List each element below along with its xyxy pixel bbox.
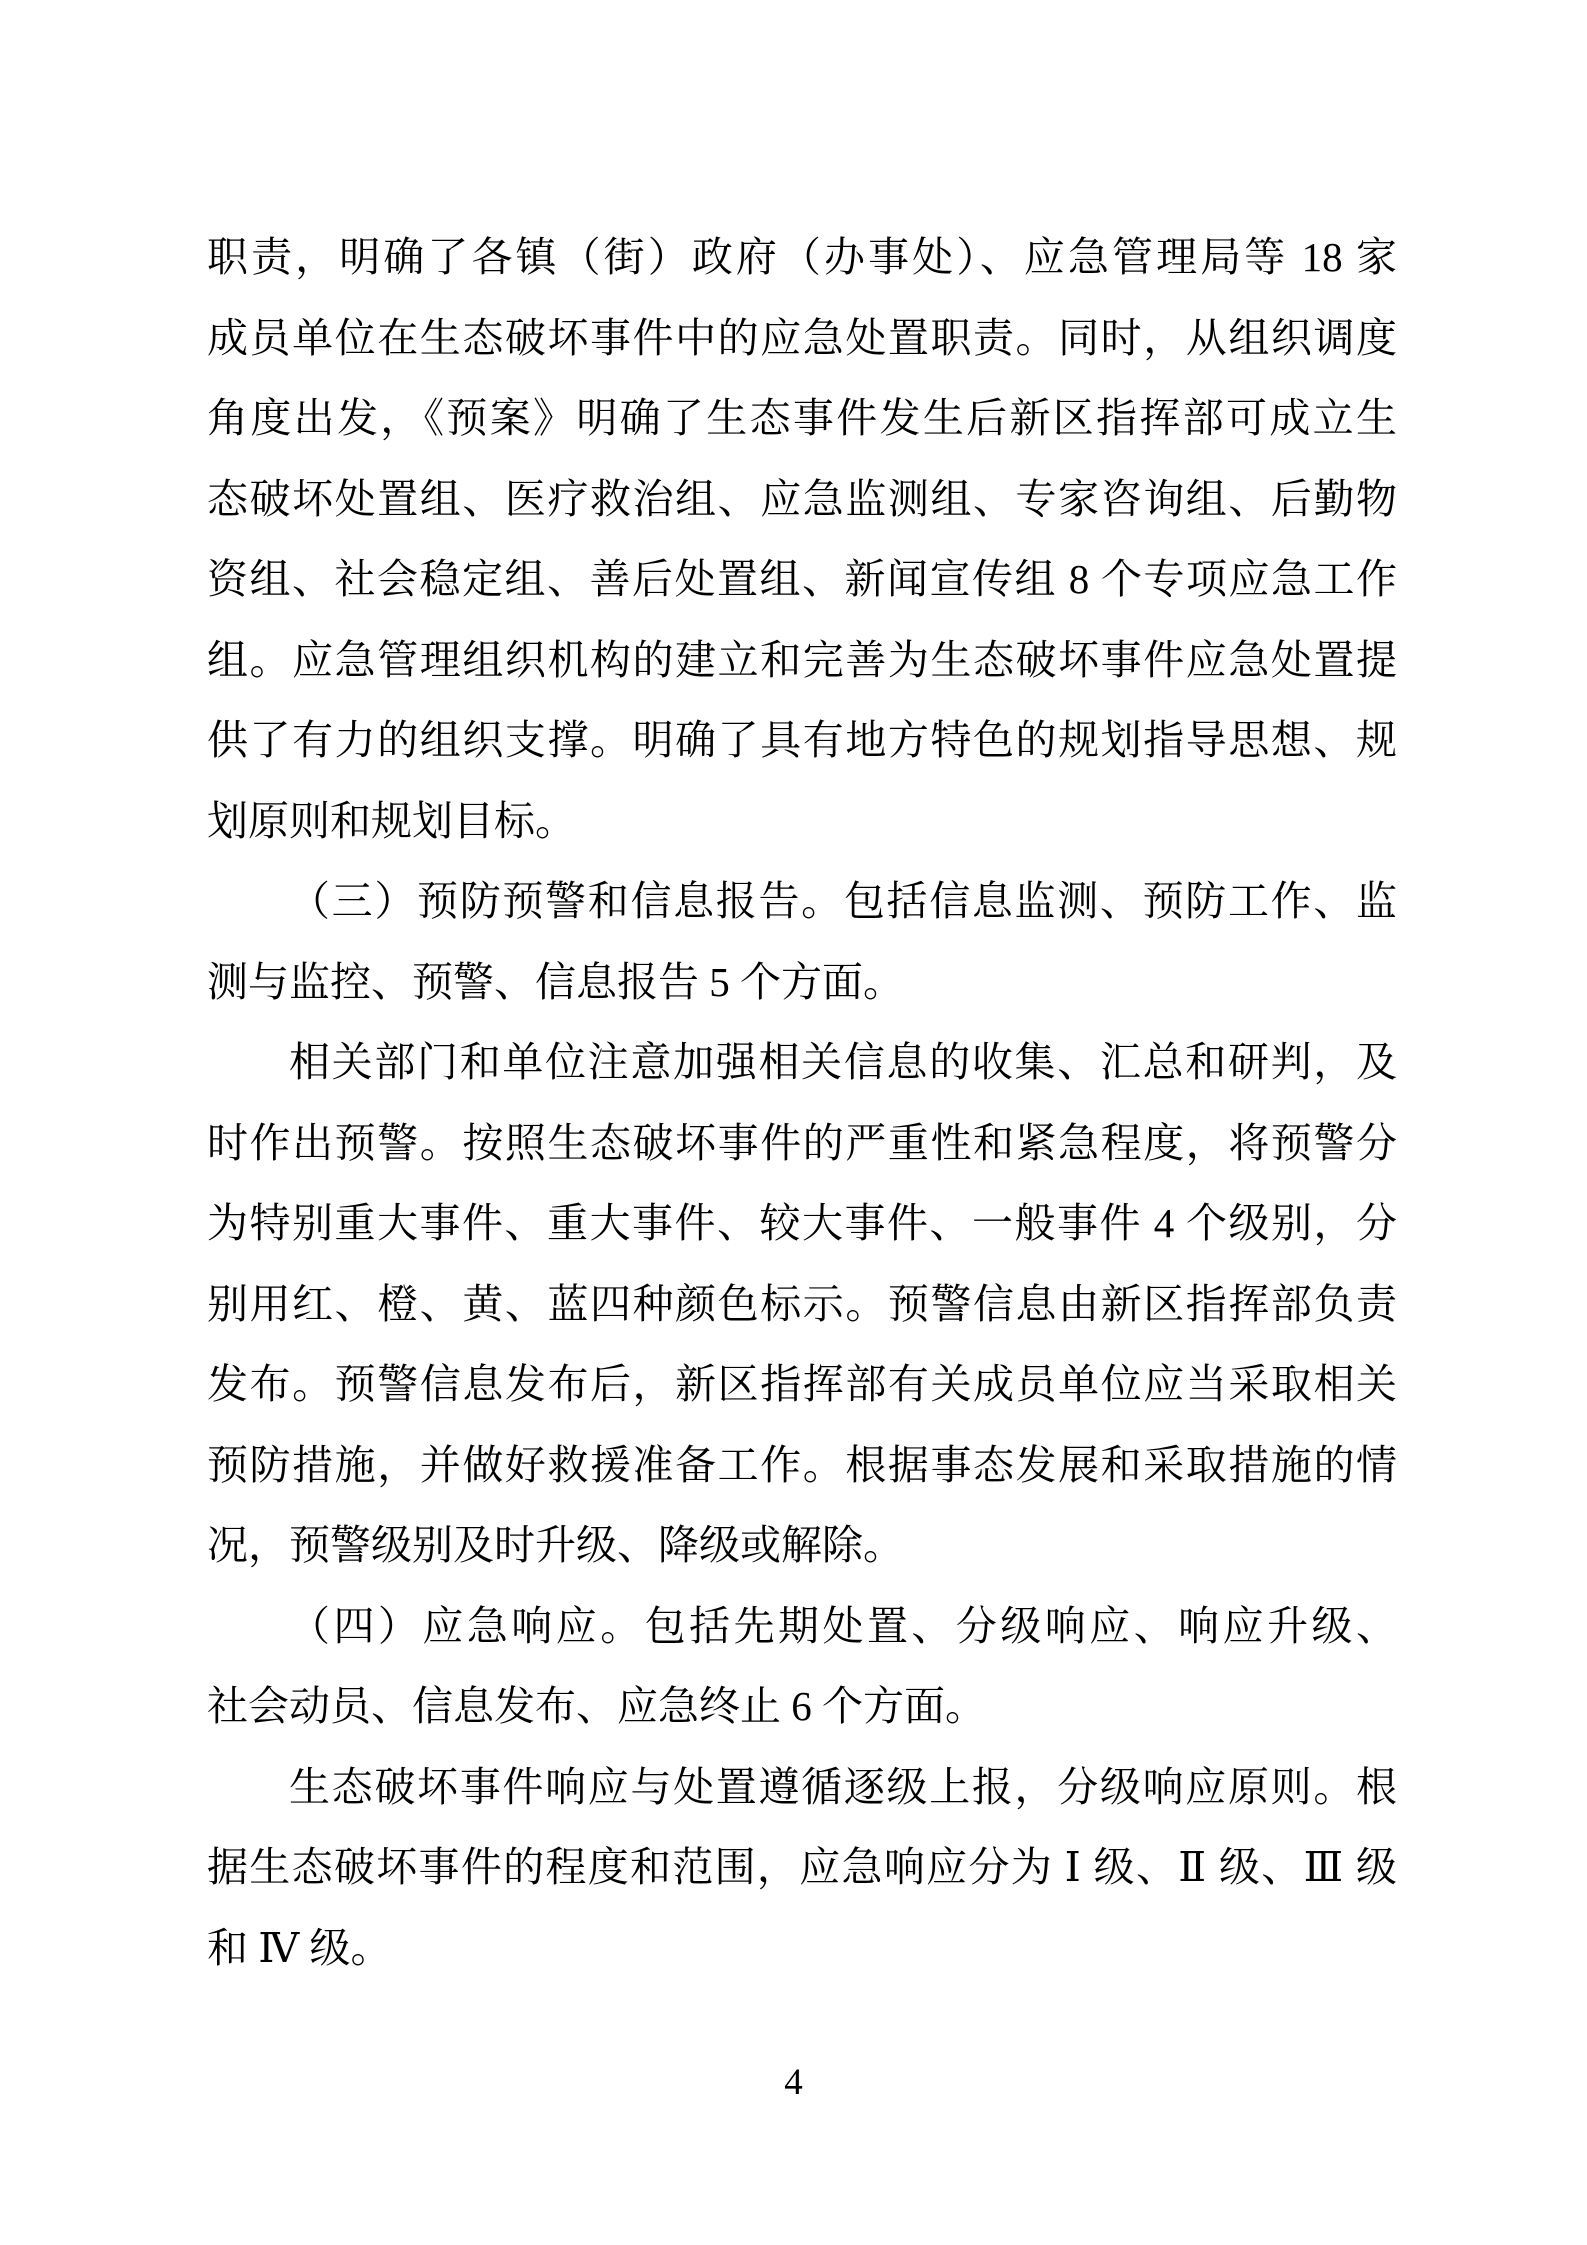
text-line: 据生态破坏事件的程度和范围，应急响应分为 Ⅰ 级、Ⅱ 级、Ⅲ 级 (207, 1844, 1397, 1890)
text-line: 角度出发，《预案》明确了生态事件发生后新区指挥部可成立生 (207, 395, 1397, 441)
text-line: 成员单位在生态破坏事件中的应急处置职责。同时，从组织调度 (207, 314, 1397, 361)
text-line: 社会动员、信息发布、应急终止 6 个方面。 (207, 1683, 986, 1729)
text-line: （四）应急响应。包括先期处置、分级响应、响应升级、 (289, 1602, 1397, 1649)
text-line: 别用红、橙、黄、蓝四种颜色标示。预警信息由新区指挥部负责 (207, 1280, 1397, 1327)
text-line: 预防措施，并做好救援准备工作。根据事态发展和采取措施的情 (207, 1441, 1397, 1488)
text-line: 资组、社会稳定组、善后处置组、新闻宣传组 8 个专项应急工作 (207, 556, 1397, 602)
text-line: 况，预警级别及时升级、降级或解除。 (207, 1522, 904, 1568)
text-line: 时作出预警。按照生态破坏事件的严重性和紧急程度，将预警分 (207, 1119, 1397, 1166)
text-line: 职责，明确了各镇（街）政府（办事处）、应急管理局等 18 家 (207, 234, 1397, 280)
text-block (207, 217, 1397, 1988)
text-line: 为特别重大事件、重大事件、较大事件、一般事件 4 个级别，分 (207, 1200, 1397, 1246)
text-line: 生态破坏事件响应与处置遵循逐级上报，分级响应原则。根 (289, 1763, 1397, 1810)
page-number: 4 (784, 2062, 803, 2103)
text-line: 划原则和规划目标。 (207, 797, 576, 844)
text-line: 态破坏处置组、医疗救治组、应急监测组、专家咨询组、后勤物 (207, 475, 1397, 522)
text-line: 测与监控、预警、信息报告 5 个方面。 (207, 958, 904, 1005)
text-line: 相关部门和单位注意加强相关信息的收集、汇总和研判，及 (289, 1039, 1397, 1085)
text-line: 发布。预警信息发布后，新区指挥部有关成员单位应当采取相关 (207, 1361, 1397, 1407)
text-line: 组。应急管理组织机构的建立和完善为生态破坏事件应急处置提 (207, 636, 1397, 683)
text-line: 和 Ⅳ 级。 (207, 1924, 392, 1971)
text-line: 供了有力的组织支撑。明确了具有地方特色的规划指导思想、规 (207, 717, 1397, 763)
text-line: （三）预防预警和信息报告。包括信息监测、预防工作、监 (289, 878, 1397, 924)
